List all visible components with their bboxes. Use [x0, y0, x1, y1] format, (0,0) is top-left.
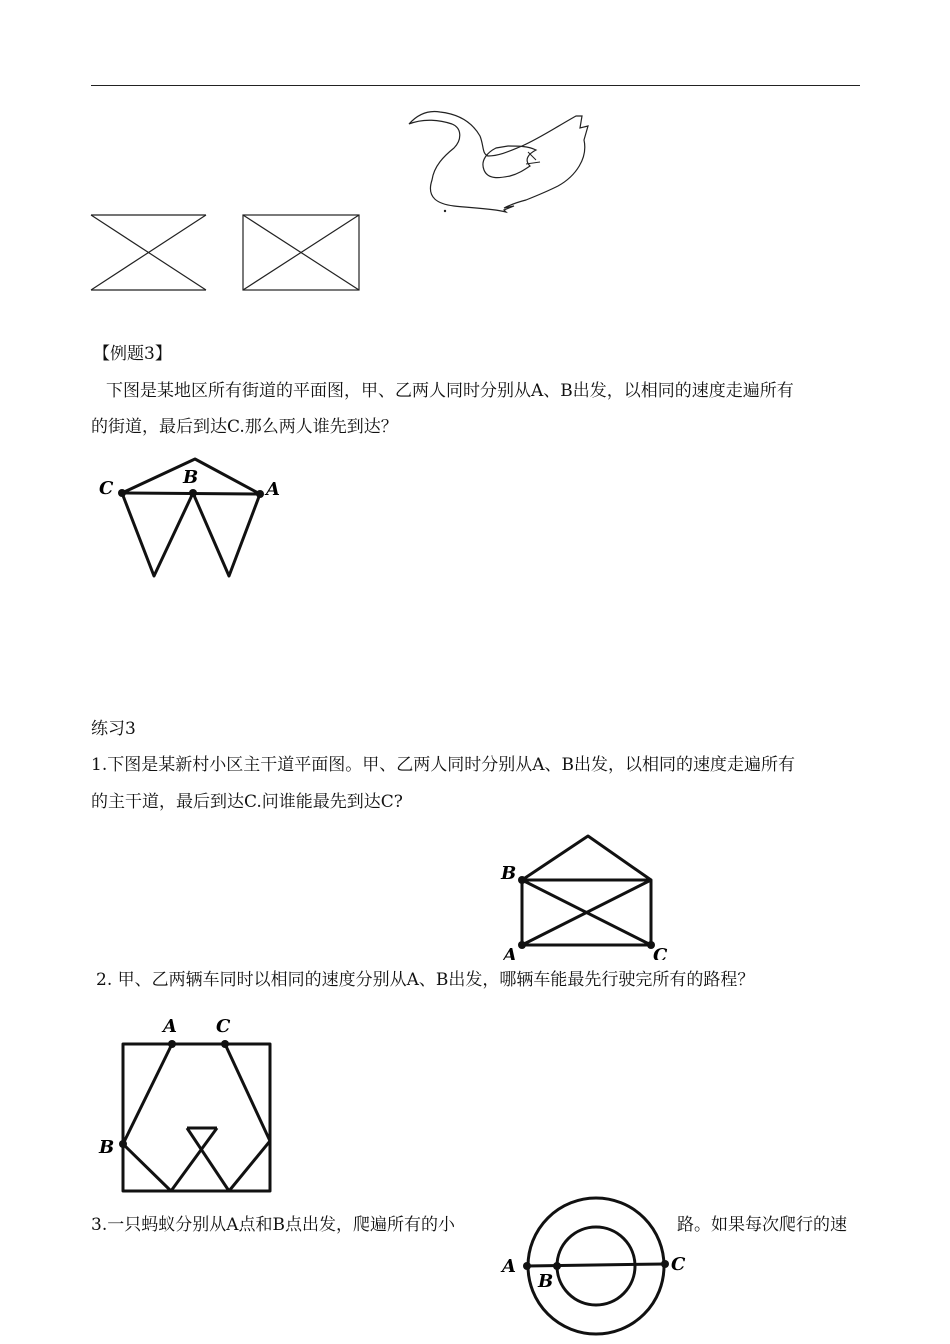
header-rule: [91, 85, 860, 86]
exercise3-q1-line1: 1.下图是某新村小区主干道平面图。甲、乙两人同时分别从A、B出发，以相同的速度走遍所有: [91, 755, 795, 775]
example3-line2: 的街道，最后到达C.那么两人谁先到达？: [91, 417, 398, 437]
label-b: B: [501, 863, 517, 884]
exercise3-q1-line2: 的主干道，最后到达C.问谁能最先到达C?: [91, 792, 403, 812]
label-b: B: [99, 1137, 115, 1158]
exercise3-q3-circle-diagram: [498, 1192, 693, 1344]
hourglass-figure: [89, 212, 209, 294]
exercise3-q2-road-diagram: [95, 1010, 280, 1200]
label-b: B: [538, 1271, 554, 1292]
label-a: A: [266, 479, 280, 500]
label-c: C: [216, 1016, 231, 1037]
label-c: C: [99, 478, 114, 499]
label-c: C: [671, 1254, 686, 1275]
exercise3-heading: 练习3: [91, 719, 136, 739]
exercise3-q3-line1-part2: 路。如果每次爬行的速: [677, 1215, 847, 1235]
label-a: A: [503, 945, 517, 960]
example3-line1: 下图是某地区所有街道的平面图，甲、乙两人同时分别从A、B出发，以相同的速度走遍所有: [106, 381, 794, 401]
label-b: B: [183, 467, 199, 488]
example3-heading: 【例题3】: [93, 344, 172, 364]
exercise3-q2-line1: 2. 甲、乙两辆车同时以相同的速度分别从A、B出发，哪辆车能最先行驶完所有的路程？: [96, 970, 755, 990]
exercise3-q1-road-diagram: [498, 830, 673, 960]
exercise3-q3-line1-part1: 3.一只蚂蚁分别从A点和B点出发，爬遍所有的小: [91, 1215, 455, 1235]
label-a: A: [163, 1016, 177, 1037]
swan-figure: [400, 100, 600, 215]
example3-street-diagram: [95, 455, 290, 585]
crossed-rectangle-figure: [241, 212, 361, 294]
label-a: A: [502, 1256, 516, 1277]
label-c: C: [653, 945, 668, 960]
